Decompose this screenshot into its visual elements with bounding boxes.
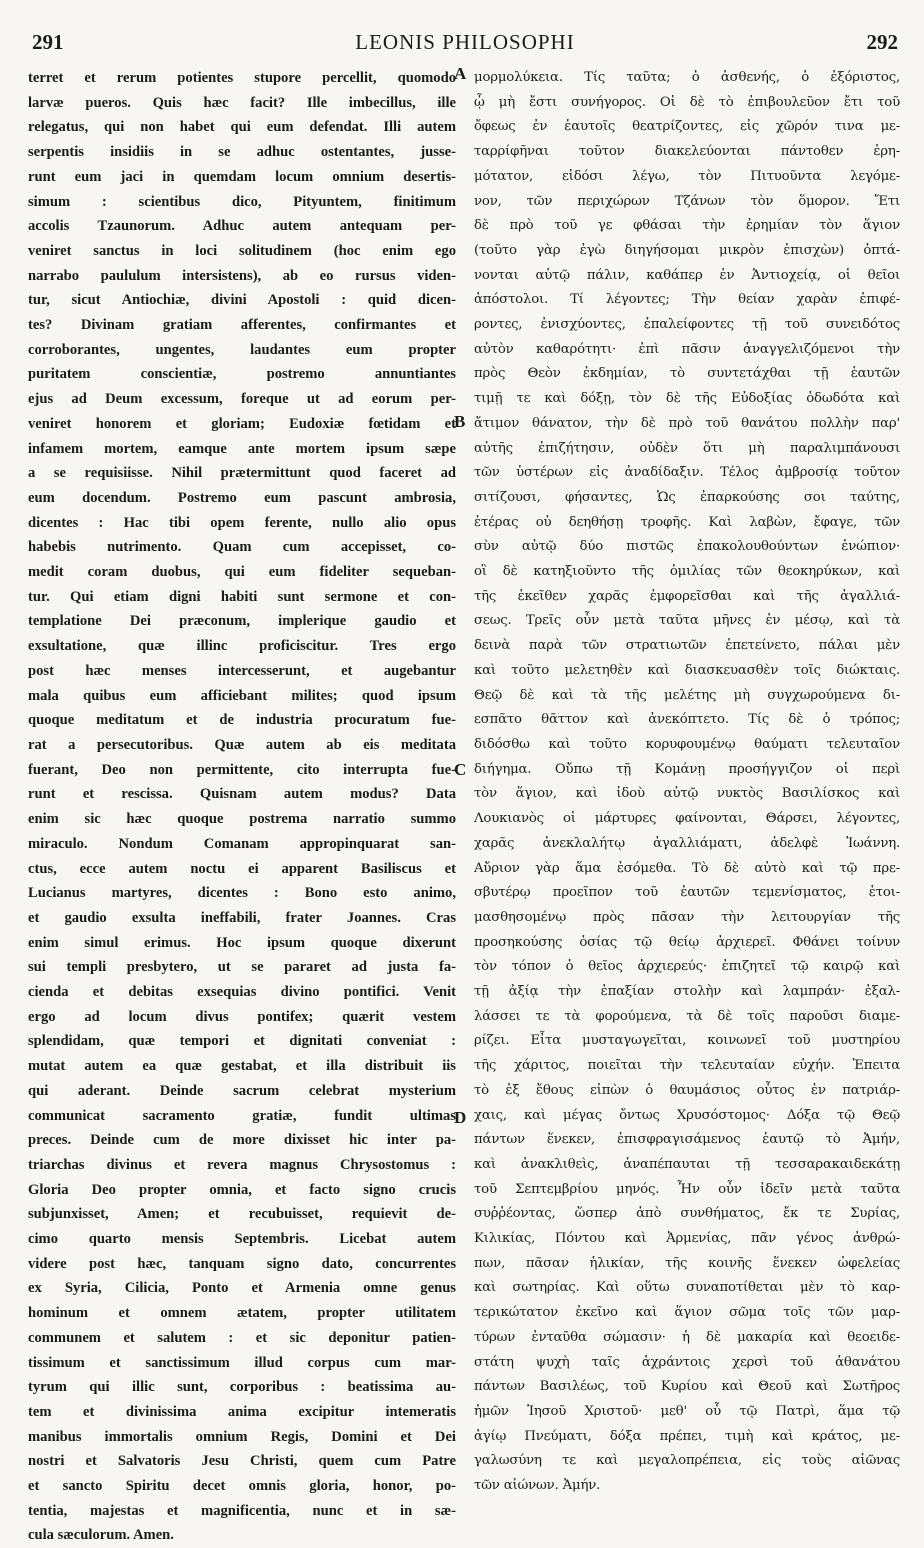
greek-text-line: δὲ πρὸ τοῦ γε φθάσαι τὴν ἐρημίαν τὸν ἅγιον: [474, 218, 900, 234]
latin-text-line: preces. Deinde cum de more dixisset hic inter pa-: [28, 1132, 456, 1149]
latin-text-line: tentia, majestas et magnificentia, nunc et in sæ-: [28, 1502, 456, 1519]
latin-text-line: exsultatione, quæ illinc proficiscitur. Tres ergo: [28, 638, 456, 655]
greek-text-line: δεινὰ παρὰ τῶν στρατιωτῶν ἐπετείνετο, πάλαι μὲν: [474, 638, 900, 654]
greek-text-line: ροντες, ἐνισχύοντες, ἐπαλείφοντες τῇ τοῦ συνειδότος: [474, 317, 900, 333]
latin-text-line: tem et divinissima anima excipitur intemeratis: [28, 1403, 456, 1420]
latin-text-line: a se requisiisse. Nihil prætermittunt quod faceret ad: [28, 465, 456, 482]
latin-text-line: eum docendum. Postremo eum pascunt ambrosia,: [28, 489, 456, 506]
greek-text-line: νονται αὐτῷ πάλιν, καθάπερ ἐν Ἀντιοχείᾳ, οἱ θεῖοι: [474, 267, 900, 283]
latin-text-line: quoque meditatum et de industria procuratum fue-: [28, 712, 456, 729]
greek-text-line: διήγημα. Οὔπω τῇ Κομάνῃ προσήγγιζον οἱ περὶ: [474, 761, 900, 777]
latin-text-line: miraculo. Nondum Comanam appropinquarat san-: [28, 835, 456, 852]
section-marker-d: D: [454, 1108, 467, 1127]
greek-text-line: ἀπόστολοι. Τί λέγοντες; Τὴν θείαν χαρὰν ἐπιφέ-: [474, 292, 900, 308]
latin-text-line: Gloria Deo propter omnia, et facto signo crucis: [28, 1181, 456, 1198]
latin-text-line: tyrum qui illic sunt, corporibus : beatissima au-: [28, 1379, 456, 1396]
greek-text-line: ρίζει. Εἶτα μυσταγωγεῖται, κοινωνεῖ τοῦ μυστηρίου: [474, 1033, 900, 1049]
latin-text-line: fuerant, Deo non permittente, cito interrupta fue-: [28, 761, 456, 778]
page-header: [28, 30, 902, 56]
greek-text-line: οἳ δὲ κατηξιοῦντο τῆς ὁμιλίας τῶν θεοκηρύκων, καὶ: [474, 564, 900, 580]
greek-text-line: σβυτέρῳ προεῖπον τοῦ ἑαυτῶν τεμενίσματος, ἑτοι-: [474, 885, 900, 901]
latin-text-line: narrabo paululum intersistens), ab eo rursus viden-: [28, 267, 456, 284]
section-marker-c: C: [454, 760, 467, 779]
greek-text-line: τῆς ἐκεῖθεν χαρᾶς ἐμφορεῖσθαι καὶ τῆς ἀγαλλιά-: [474, 588, 900, 604]
latin-text-line: cienda et debitas exsequias divino pontifici. Venit: [28, 984, 456, 1001]
latin-text-line: et sancto Spiritu decet omnis gloria, honor, po-: [28, 1478, 456, 1495]
greek-text-line: προσηκούσης ὁσίας τῷ θείῳ ἀρχιερεῖ. Φθάνει τοίνυν: [474, 934, 900, 950]
latin-text-line: relegatus, qui non habet qui eum defendat. Illi autem: [28, 119, 456, 136]
latin-text-line: manibus immortalis omnium Regis, Domini et Dei: [28, 1428, 456, 1445]
greek-text-line: σιτίζουσι, φήσαντες, Ὡς ἐπαρκούσης σοι ταύτης,: [474, 489, 900, 505]
latin-text-line: enim sic hæc quoque postrema narratio summo: [28, 811, 456, 828]
greek-text-line: σὺν αὐτῷ δύο πιστῶς ἐπακολουθούντων ἐνώπιον·: [474, 539, 900, 555]
latin-text-line: ejus ad Deum excessum, foreque ut ad eorum per-: [28, 391, 456, 408]
greek-text-line: μασθησομένῳ πρὸς πᾶσαν τὴν λειτουργίαν τῆς: [474, 909, 900, 925]
greek-text-line: χαις, καὶ μέγας ὄντως Χρυσόστομος· Δόξα τῷ Θεῷ: [474, 1107, 900, 1123]
latin-text-line: communem et salutem : et sic deponitur patien-: [28, 1329, 456, 1346]
greek-text-line: (τοῦτο γὰρ ἐγὼ διηγήσομαι μικρὸν ἐπισχὼν) ὀπτά-: [474, 242, 900, 258]
latin-text-line: splendidam, quæ tempori et dignitati conveniat :: [28, 1033, 456, 1050]
greek-text-line: τὸ ἐξ ἔθους εἰπὼν ὁ θαυμάσιος οὗτος ἐν πατριάρ-: [474, 1082, 900, 1098]
latin-text-line: et gaudio exsulta ineffabili, frater Joannes. Cras: [28, 909, 456, 926]
greek-text-line: καὶ ἀνακλιθεὶς, ἀναπέπαυται τῇ τεσσαρακαιδεκάτῃ: [474, 1156, 900, 1172]
greek-text-line: τῆς χάριτος, ποιεῖται τὴν τελευταίαν εὐχήν. Ἐπειτα: [474, 1058, 900, 1074]
greek-text-line: μότατον, εἰδόσι λέγω, τὸν Πιτυοῦντα λεγόμε-: [474, 168, 900, 184]
latin-text-line: sui templi presbytero, ut se pararet ad justa fa-: [28, 959, 456, 976]
greek-text-line: τῇ ἀξίᾳ τὴν ἐπαξίαν στολὴν καὶ λαμπράν· ἐξαλ-: [474, 984, 900, 1000]
page-number-right: 292: [866, 30, 898, 54]
latin-text-line: veniret honorem et gloriam; Eudoxiæ fœtidam et: [28, 415, 456, 432]
greek-text-line: τύρων ἐνταῦθα σώμασιν· ἡ δὲ μακαρία καὶ θεοειδε-: [474, 1329, 900, 1345]
latin-text-line: enim simul erimus. Hoc ipsum quoque dixerunt: [28, 934, 456, 951]
latin-text-line: infamem mortem, eamque ante mortem ipsum sæpe: [28, 440, 456, 457]
greek-text-line: καὶ σωτηρίας. Καὶ οὕτω συναποτίθεται μὲν τὸ καρ-: [474, 1280, 900, 1296]
greek-text-line: τοῦ Σεπτεμβρίου μηνός. Ἦν οὖν ἰδεῖν μετὰ ταῦτα: [474, 1181, 900, 1197]
greek-text-line: τῶν ὑστέρων εἰς ἀναδίδαξιν. Τέλος ἀμβροσίᾳ τοῦτον: [474, 465, 900, 481]
latin-text-line: mala quibus eum afficiebant milites; quod ipsum: [28, 687, 456, 704]
latin-text-line: tes? Divinam gratiam afferentes, confirmantes et: [28, 317, 456, 334]
greek-text-line: πάντων Βασιλέως, τοῦ Κυρίου καὶ Θεοῦ καὶ Σωτῆρος: [474, 1379, 900, 1395]
greek-text-line: γαλωσύνη τε καὶ μεγαλοπρέπεια, εἰς τοὺς αἰῶνας: [474, 1453, 900, 1469]
latin-text-line: corroborantes, ungentes, laudantes eum propter: [28, 341, 456, 358]
running-head: LEONIS PHILOSOPHI: [355, 30, 575, 54]
greek-text-line: τὸν τόπον ὁ θεῖος ἀρχιερεύς· ἐπιζητεῖ τῷ καιρῷ καὶ: [474, 959, 900, 975]
latin-text-line: videre post hæc, tanquam signo dato, concurrentes: [28, 1255, 456, 1272]
greek-text-line: ἡμῶν Ἰησοῦ Χριστοῦ· μεθ' οὗ τῷ Πατρὶ, ἅμα τῷ: [474, 1403, 900, 1419]
greek-text-line: λάσσει τε τὰ φορούμενα, τὰ δὲ τοῖς παροῦσι διαμε-: [474, 1008, 900, 1024]
latin-text-line: cula sæculorum. Amen.: [28, 1527, 174, 1544]
greek-text-line: τῶν αἰώνων. Ἀμήν.: [474, 1478, 601, 1494]
latin-column: [28, 66, 456, 1548]
latin-text-line: ergo ad locum divus pontifex; quærit vestem: [28, 1008, 456, 1025]
latin-text-line: ctus, ecce autem noctu ei apparent Basiliscus et: [28, 860, 456, 877]
latin-text-line: ex Syria, Cilicia, Ponto et Armenia omne genus: [28, 1280, 456, 1297]
latin-text-line: hominum et omnem ætatem, propter utilitatem: [28, 1305, 456, 1322]
greek-text-line: ἁγίῳ Πνεύματι, δόξα πρέπει, τιμὴ καὶ κράτος, με-: [474, 1428, 900, 1444]
greek-text-line: πάντων ἕνεκεν, ἐπισφραγισάμενος ἑαυτῷ τὸ Ἀμήν,: [474, 1132, 900, 1148]
latin-text-line: medit coram duobus, qui eum fideliter sequeban-: [28, 564, 456, 581]
latin-text-line: accolis Tzaunorum. Adhuc autem antequam per-: [28, 218, 456, 235]
greek-text-line: ἄτιμον θάνατον, τὴν δὲ πρὸ τοῦ θανάτου πολλὴν παρ': [474, 415, 900, 431]
latin-text-line: subjunxisset, Amen; et recubuisset, requievit de-: [28, 1206, 456, 1223]
latin-text-line: Lucianus martyres, dicentes : Bono esto animo,: [28, 885, 456, 902]
latin-text-line: runt et rescissa. Quisnam autem modus? Data: [28, 786, 456, 803]
greek-text-line: σεως. Τρεῖς οὖν μετὰ ταῦτα μῆνες ἐν μέσῳ, καὶ τὰ: [474, 613, 900, 629]
section-marker-a: A: [454, 64, 467, 83]
latin-text-line: veniret sanctus in loci solitudinem (hoc enim ego: [28, 242, 456, 259]
greek-text-line: Αὔριον γὰρ ἅμα ἐσόμεθα. Τὸ δὲ αὐτὸ καὶ τῷ πρε-: [474, 860, 900, 876]
latin-text-line: rat a persecutoribus. Quæ autem ab eis meditata: [28, 736, 456, 753]
latin-text-line: templatione Dei præconum, implerique gaudio et: [28, 613, 456, 630]
latin-text-line: dicentes : Hac tibi opem ferente, nullo alio opus: [28, 514, 456, 531]
greek-text-line: τερικώτατον ἐκεῖνο καὶ ἅγιον σῶμα τοῖς τῶν μαρ-: [474, 1305, 900, 1321]
greek-text-line: μορμολύκεια. Τίς ταῦτα; ὁ ἀσθενής, ὁ ἐξόριστος,: [474, 70, 900, 85]
greek-text-line: τὸν ἅγιον, καὶ ἰδοὺ αὐτῷ νυκτὸς Βασιλίσκος καὶ: [474, 786, 900, 802]
greek-text-line: αὐτῆς ἐπιζήτησιν, οὐδὲν ὅτι μὴ παραλιμπάνουσι: [474, 440, 900, 456]
greek-text-line: Θεῷ δὲ καὶ τὰ τῆς μελέτης μὴ συγχωρούμενα δι-: [474, 687, 900, 703]
greek-text-line: στάτη ψυχὴ ταῖς ἀχράντοις χερσὶ τοῦ ἀθανάτου: [474, 1354, 900, 1370]
latin-text-line: communicat sacramento gratiæ, fundit ultimas: [28, 1107, 456, 1124]
latin-text-line: habebis nutrimento. Quam cum accepisset, co-: [28, 539, 456, 556]
greek-text-line: διδόσθω καὶ τοῦτο κορυφουμένῳ θαύματι τελευταῖον: [474, 736, 900, 752]
greek-text-line: ἑτέρας οὐ δεηθήσῃ τροφῆς. Καὶ λαβὼν, ἔφαγε, τῶν: [474, 514, 900, 530]
greek-column: [474, 66, 900, 1499]
greek-text-line: ὄφεως ἐν ἑαυτοῖς θεατρίζοντες, εἰς χῶρόν τινα με-: [474, 119, 900, 135]
section-marker-b: B: [454, 412, 466, 431]
latin-text-line: post hæc menses intercesserunt, et augebantur: [28, 662, 456, 679]
greek-text-line: χαρᾶς ἀνεκλαλήτῳ ἀγαλλιάματι, ἀδελφὲ Ἰωάννη.: [474, 835, 900, 851]
latin-text-line: mutat autem ea quæ gestabat, et illa distribuit iis: [28, 1058, 456, 1075]
page-number-left: 291: [32, 30, 64, 54]
latin-text-line: tur, sicut Antiochiæ, divini Apostoli : quid dicen-: [28, 292, 456, 309]
greek-text-line: αὐτὸν καθαρότητι· ἐπὶ πᾶσιν ἀναγγελιζόμενοι τὴν: [474, 341, 900, 357]
latin-text-line: puritatem conscientiæ, postremo annuntiantes: [28, 366, 456, 383]
latin-text-line: runt eum jaci in quemdam locum omnium desertis-: [28, 168, 456, 185]
greek-text-line: Κιλικίας, Πόντου καὶ Ἀρμενίας, πᾶν γένος ἀνθρώ-: [474, 1231, 900, 1247]
greek-text-line: νον, τῶν περιχώρων Τζάνων τὸν ὅμορον. Ἔτι: [474, 193, 900, 209]
greek-text-line: Λουκιανὸς οἱ μάρτυρες φαίνονται, Θάρσει, λέγοντες,: [474, 811, 900, 827]
latin-text-line: triarchas divinus et revera magnus Chrysostomus :: [28, 1156, 456, 1173]
latin-text-line: terret et rerum potientes stupore percellit, quomodo: [28, 70, 456, 86]
latin-text-line: cimo quarto mensis Septembris. Licebat autem: [28, 1231, 456, 1248]
greek-text-line: καὶ τοῦτο μελετηθὲν καὶ διασκευασθὲν τοῖς διώκταις.: [474, 662, 900, 678]
greek-text-line: πων, πᾶσαν ἡλικίαν, τῆς κοινῆς ἕνεκεν ὠφελείας: [474, 1255, 900, 1271]
latin-text-line: tissimum et sanctissimum illud corpus cum mar-: [28, 1354, 456, 1371]
latin-text-line: serpentis insidiis in se adhuc ostentantes, jusse-: [28, 144, 456, 161]
latin-text-line: qui aderant. Deinde sacrum celebrat mysterium: [28, 1082, 456, 1099]
latin-text-line: tur. Qui etiam digni habiti sunt sermone et con-: [28, 588, 456, 605]
latin-text-line: nostri et Salvatoris Jesu Christi, quem cum Patre: [28, 1453, 456, 1470]
greek-text-line: ταρρίφῆναι τοῦτον διακελεύονται πάντοθεν ἐρη-: [474, 144, 900, 160]
latin-text-line: larvæ pueros. Quis hæc facit? Ille imbecillus, ille: [28, 94, 456, 111]
greek-text-line: πρὸς Θεὸν ἐκδημίαν, τὸ συντετάχθαι τῇ ἑαυτῶν: [474, 366, 900, 382]
greek-text-line: εσπᾶτο θᾶττον καὶ ἀνεκόπτετο. Τίς δὲ ὁ τρόπος;: [474, 712, 900, 728]
greek-text-line: ᾧ μὴ ἔστι συνήγορος. Οἱ δὲ τὸ ἐπιβουλεῦον ἔτι τοῦ: [474, 94, 900, 110]
latin-text-line: simum : scientibus dico, Pityuntem, finitimum: [28, 193, 456, 210]
greek-text-line: συῤῥέοντας, ὥσπερ ἀπὸ συνθήματος, ἔκ τε Συρίας,: [474, 1206, 900, 1222]
greek-text-line: τιμῇ τε καὶ δόξῃ, τὸν δὲ τῆς Εὐδοξίας ὀδωδότα καὶ: [474, 391, 900, 407]
